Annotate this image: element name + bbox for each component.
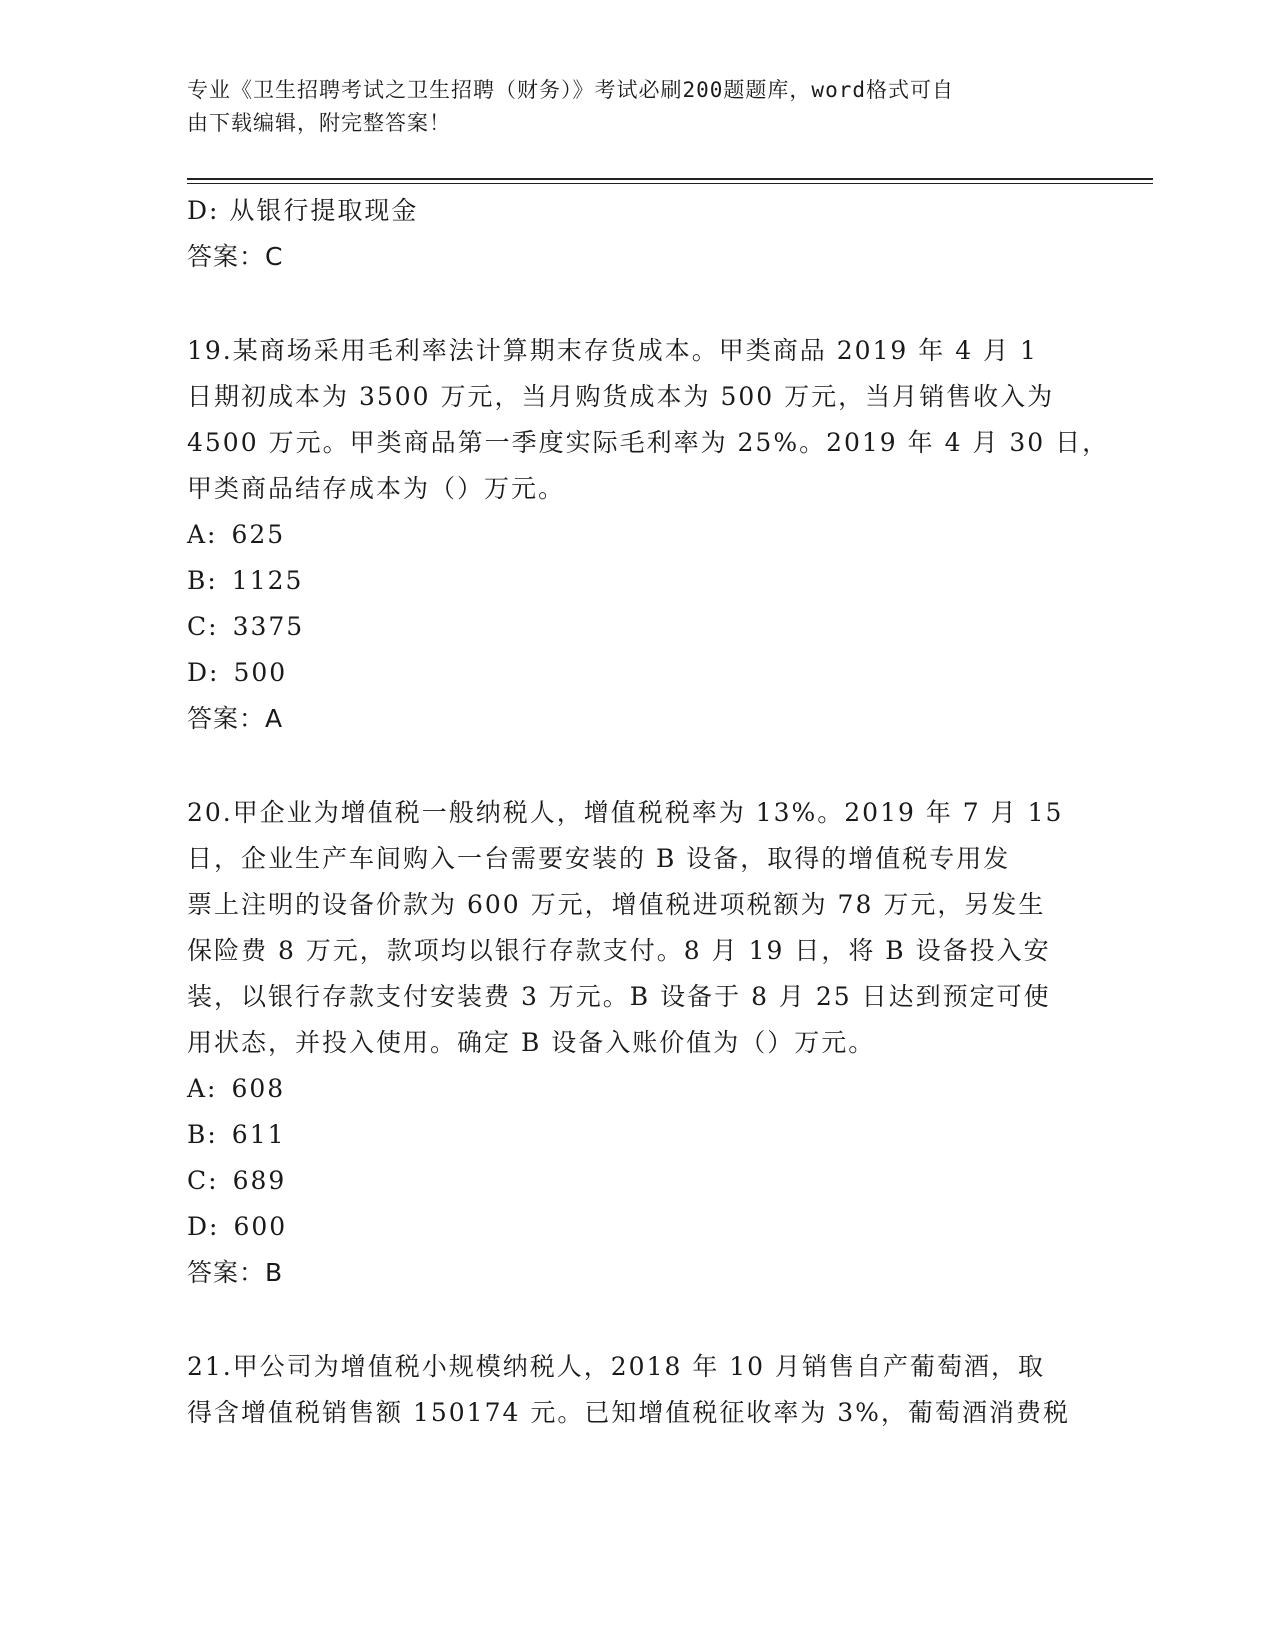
option-value: 1125 — [231, 566, 304, 595]
option-label: A: — [187, 1074, 218, 1103]
option-label: C: — [187, 1166, 219, 1195]
question-19-line-1: 19.某商场采用毛利率法计算期末存货成本。甲类商品 2019 年 4 月 1 — [187, 336, 1038, 365]
question-20-answer: 答案：B — [187, 1258, 284, 1287]
option-label: A: — [187, 520, 218, 549]
header-rule-thick — [187, 178, 1153, 180]
prev-option-d: D: 从银行提取现金 — [187, 196, 419, 225]
question-20-option-a — [187, 1066, 1087, 1112]
option-label: B: — [187, 1120, 218, 1149]
question-19-option-d — [187, 650, 1087, 696]
question-20-option-c — [187, 1158, 1087, 1204]
question-19-answer: 答案：A — [187, 704, 284, 733]
document-body — [187, 188, 1110, 1436]
prev-answer: 答案：C — [187, 242, 284, 271]
question-19-option-a — [187, 512, 1087, 558]
spacer — [187, 742, 1087, 790]
option-value: 3375 — [232, 612, 305, 641]
question-19-option-c — [187, 604, 1087, 650]
question-20-line-6: 用状态，并投入使用。确定 B 设备入账价值为（）万元。 — [187, 1028, 876, 1057]
option-value: 625 — [231, 520, 286, 549]
header-line-1: 专业《卫生招聘考试之卫生招聘（财务）》考试必刷200题题库，word格式可自 — [187, 78, 954, 102]
question-19-line-2: 日期初成本为 3500 万元，当月购货成本为 500 万元，当月销售收入为 — [187, 382, 1055, 411]
question-21 — [187, 1344, 1087, 1436]
spacer — [187, 280, 1087, 328]
spacer — [187, 1296, 1087, 1344]
question-20-option-b — [187, 1112, 1087, 1158]
option-value: 608 — [231, 1074, 286, 1103]
question-20-line-1: 20.甲企业为增值税一般纳税人，增值税税率为 13%。2019 年 7 月 15 — [187, 798, 1064, 827]
option-value: 500 — [233, 658, 288, 687]
question-20-line-5: 装，以银行存款支付安装费 3 万元。B 设备于 8 月 25 日达到预定可使 — [187, 982, 1051, 1011]
question-20-line-3: 票上注明的设备价款为 600 万元，增值税进项税额为 78 万元，另发生 — [187, 890, 1046, 919]
document-header — [187, 74, 1067, 140]
header-rule-thin — [187, 183, 1153, 184]
option-label: D: — [187, 1212, 220, 1241]
question-20-line-4: 保险费 8 万元，款项均以银行存款支付。8 月 19 日，将 B 设备投入安 — [187, 936, 1051, 965]
question-19-line-3: 4500 万元。甲类商品第一季度实际毛利率为 25%。2019 年 4 月 30 日， — [187, 428, 1110, 457]
header-line-2: 由下载编辑，附完整答案！ — [187, 111, 451, 135]
question-20-line-2: 日，企业生产车间购入一台需要安装的 B 设备，取得的增值税专用发 — [187, 844, 1011, 873]
question-21-line-2: 得含增值税销售额 150174 元。已知增值税征收率为 3%，葡萄酒消费税 — [187, 1398, 1070, 1427]
option-label: C: — [187, 612, 219, 641]
option-label: D: — [187, 658, 220, 687]
option-value: 689 — [232, 1166, 287, 1195]
option-label: B: — [187, 566, 218, 595]
question-20-option-d — [187, 1204, 1087, 1250]
question-19-option-b — [187, 558, 1087, 604]
question-19-line-4: 甲类商品结存成本为（）万元。 — [187, 474, 566, 503]
option-value: 611 — [231, 1120, 286, 1149]
question-20 — [187, 790, 1087, 1296]
question-21-line-1: 21.甲公司为增值税小规模纳税人，2018 年 10 月销售自产葡萄酒，取 — [187, 1352, 1046, 1381]
option-value: 600 — [233, 1212, 288, 1241]
question-19 — [187, 328, 1110, 742]
